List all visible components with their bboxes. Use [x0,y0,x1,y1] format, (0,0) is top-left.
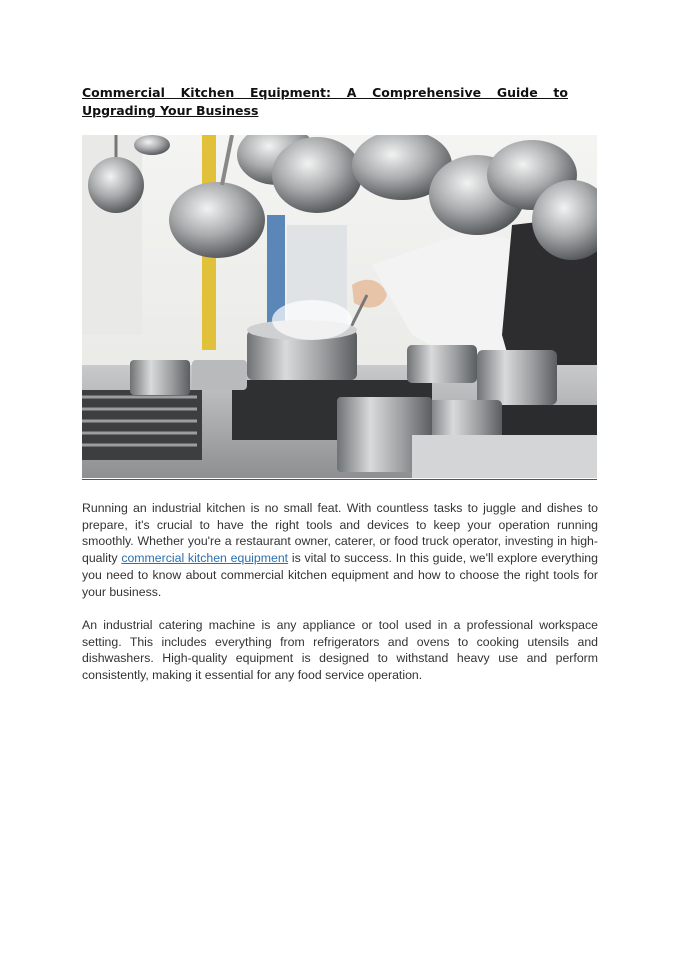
kitchen-photo [82,135,597,478]
paragraph-definition: An industrial catering machine is any appliance or tool used in a professional workspace setting. This includes everything from refrigerators and ovens to cooking utensils and dishwashers. High-quality equipment is designed to withstand heavy use and perform consistently, making it essential for any food service operation. [82,618,598,683]
paragraph-intro-text-2: is vital to success. In this guide, we'll explore everything you need to know about commercial kitchen equipment and how to choose the right tools for your business. [82,551,598,599]
paragraph-intro [82,500,598,600]
paragraph-intro-text-1: Running an industrial kitchen is no small feat. With countless tasks to juggle and dishes to prepare, it's crucial to have the right tools and devices to keep your operation running smoothly. Whether you're a restaurant owner, caterer, or food truck operator, investing in high-quality [82,501,598,566]
image-bottom-rule [82,479,597,480]
article-title: Commercial Kitchen Equipment: A Comprehensive Guide to Upgrading Your Business [82,85,568,118]
commercial-kitchen-equipment-link[interactable]: commercial kitchen equipment [121,551,289,566]
